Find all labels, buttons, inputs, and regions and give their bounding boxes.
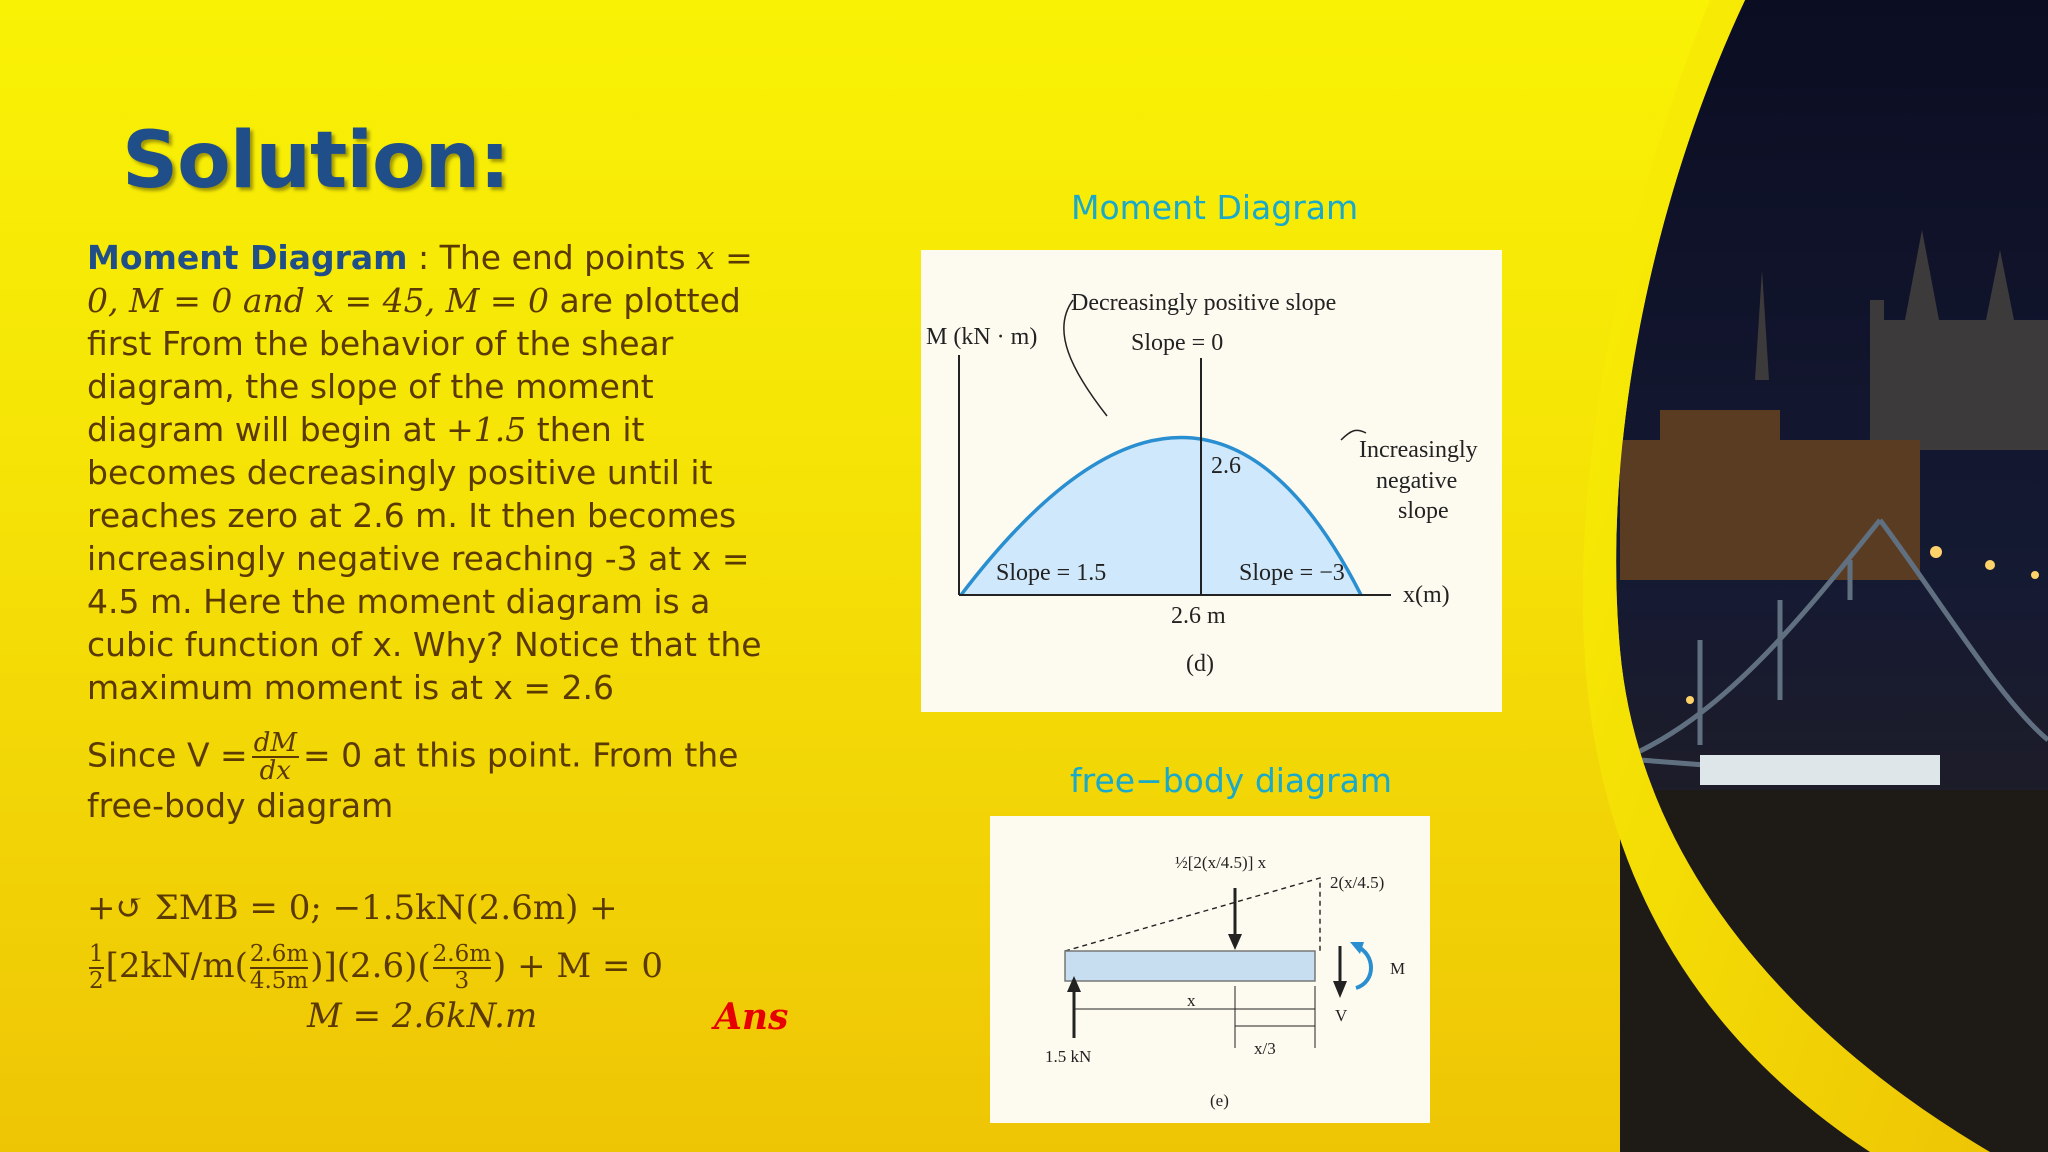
answer-label: Ans [714,996,789,1038]
shear-arrowhead [1333,981,1347,998]
free-body-diagram-figure [990,816,1430,1123]
intro-endpoints: x = 0, M = 0 and x = 45, M = 0 [87,238,753,320]
fraction-1 [250,942,308,994]
callout-leader-left [1064,300,1107,416]
half-num: 1 [89,941,104,967]
intro-text-2: are plotted first From the behavior of the shear diagram, the slope of the moment diagram will begin at [87,281,741,449]
resultant-arrowhead [1228,934,1242,950]
moment-diagram-caption: Moment Diagram [1071,188,1359,227]
frac-denominator: dx [259,756,291,786]
slope-zero-label: Slope = 0 [1131,330,1224,356]
load-right-label: 2(x/4.5) [1330,873,1385,892]
peak-value-label: 2.6 [1211,453,1241,479]
f2-num: 2.6m [432,941,492,967]
f1-num: 2.6m [249,941,309,967]
since-before: Since V = [87,735,248,775]
slope-left-label: Slope = 1.5 [996,560,1107,586]
moment-label: M [1390,959,1406,978]
x-axis-label: x(m) [1403,582,1450,608]
f2-den: 3 [454,968,470,994]
peak-x-label: 2.6 m [1171,603,1226,629]
moment-equation [87,888,807,1050]
intro-text-1: : The end points [407,238,697,277]
intro-heading: Moment Diagram [87,238,408,277]
moment-diagram-figure [921,250,1502,712]
intro-paragraph [87,236,787,709]
callout-right-1: Increasingly [1359,437,1478,463]
figure-tag-d: (d) [1186,651,1214,677]
callout-right-2: negative [1376,468,1458,494]
callout-right-3: slope [1398,498,1449,524]
shear-label: V [1335,1006,1348,1025]
dm-dx-fraction [252,730,299,784]
frac-numerator: dM [253,728,297,758]
y-axis-label: M (kN · m) [926,324,1038,350]
moment-arrow [1356,946,1371,988]
since-paragraph [87,730,807,827]
fbd-caption: free−body diagram [1070,761,1393,800]
figure-tag-e: (e) [1210,1091,1229,1110]
distributed-load [1065,878,1320,951]
reaction-label: 1.5 kN [1045,1047,1092,1066]
result: M = 2.6kN.m [307,996,538,1036]
since-after: = 0 at this point. From the free-body diagram [87,735,739,825]
f1-den: 4.5m [249,968,309,994]
third-label: x/3 [1254,1039,1276,1058]
eq-part-c: ) + M = 0 [493,946,663,986]
callout-top: Decreasingly positive slope [1071,290,1337,316]
intro-text-3: then it becomes decreasingly positive until it reaches zero at 2.6 m. It then becomes increasingly negative reaching -3 at x = 4.5 m. Here the moment diagram is a cubic function of x. Why? Notice that the maximum moment is at x = 2.6 [87,410,762,707]
x-label: x [1187,991,1196,1010]
eq-part-b: )](2.6)( [310,946,431,986]
eq-part-a: [2kN/m( [105,946,248,986]
equation-line-1: +↺ ΣMB = 0; −1.5kN(2.6m) + [87,888,618,928]
load-top-label: ½[2(x/4.5)] x [1175,853,1267,872]
half-den: 2 [89,968,104,994]
equation-line-2 [87,942,807,996]
fraction-2 [433,942,491,994]
slide-title: Solution: [122,116,510,206]
intro-start-slope: +1.5 [446,410,527,449]
moment-arrowhead [1350,942,1364,954]
beam-segment [1065,951,1315,981]
slope-right-label: Slope = −3 [1239,560,1345,586]
equation-line-3 [87,996,807,1050]
half-fraction [89,942,104,994]
